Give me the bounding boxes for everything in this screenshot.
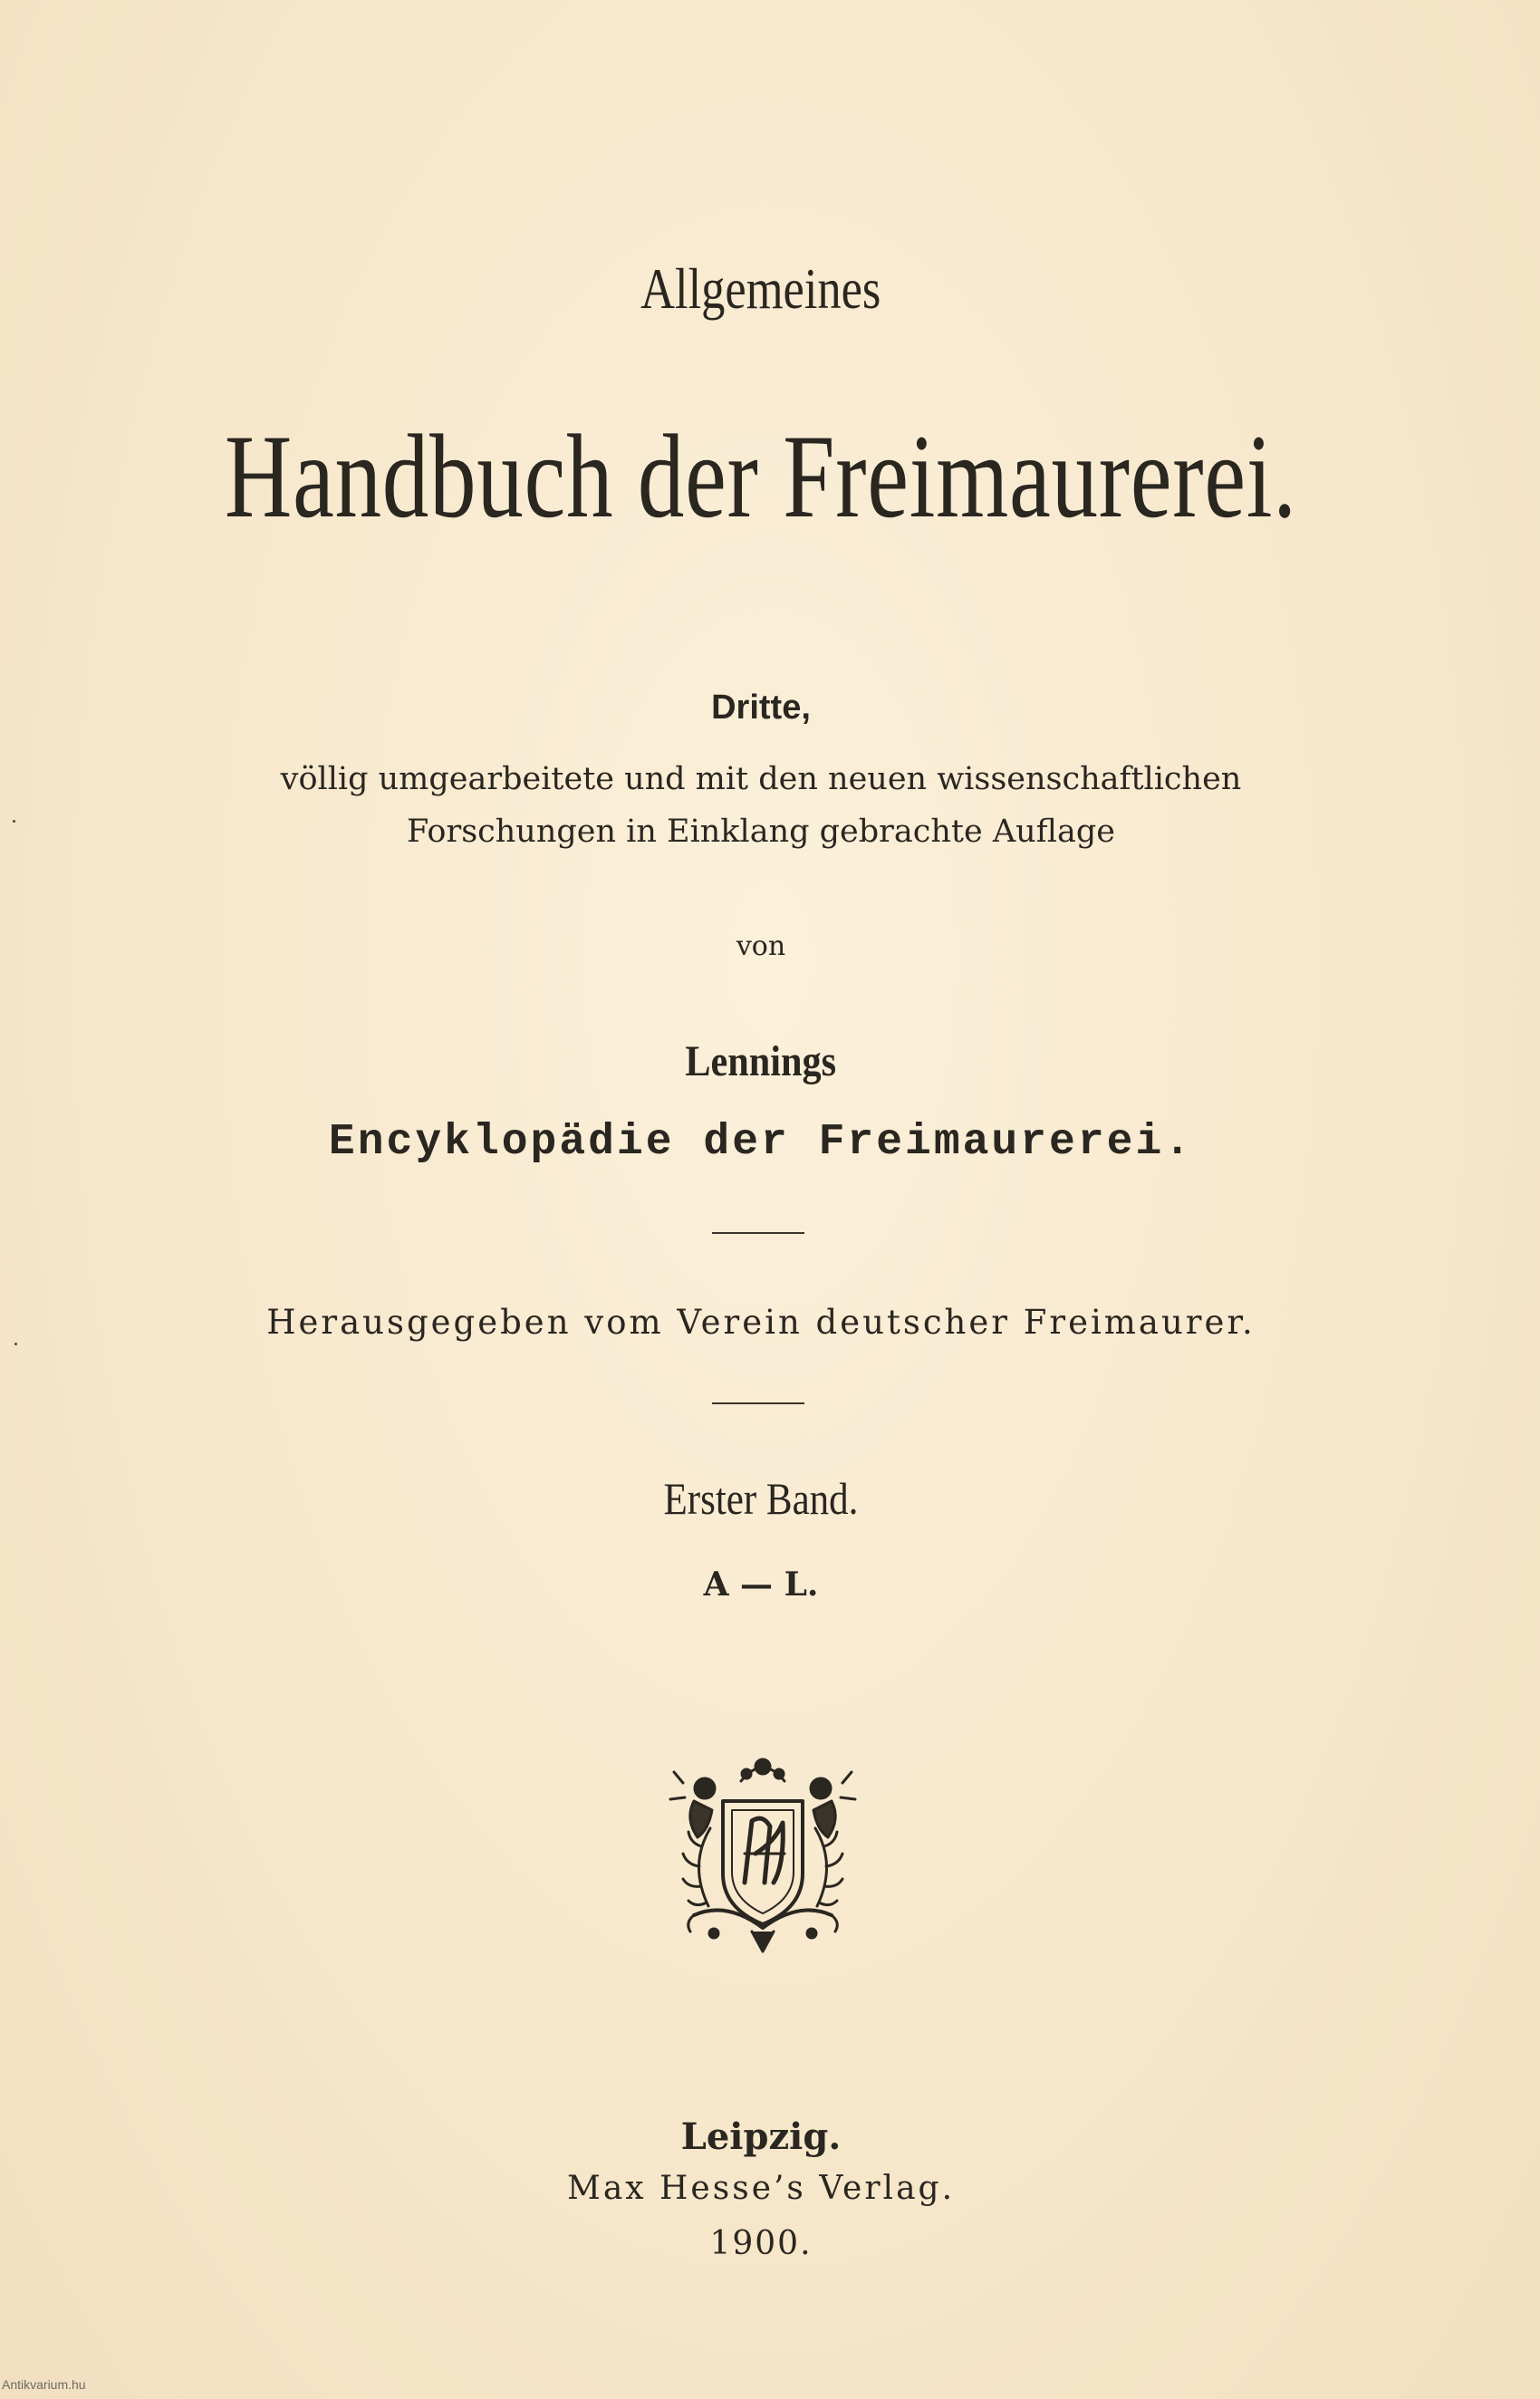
author-name: Lennings bbox=[685, 1037, 837, 1085]
publication-place: Leipzig. bbox=[680, 2115, 842, 2158]
divider-rule bbox=[712, 1402, 804, 1404]
edition-label: Dritte, bbox=[711, 689, 811, 727]
publisher-name: Max Hesse’s Verlag. bbox=[566, 2170, 956, 2207]
divider-rule bbox=[712, 1232, 804, 1234]
paper-speck bbox=[14, 1343, 17, 1345]
publisher-monogram-emblem-icon bbox=[658, 1747, 868, 1957]
edition-description-line-1: völlig umgearbeitete und mit den neuen wissenschaftlichen bbox=[280, 761, 1242, 797]
watermark-text: Antikvarium.hu bbox=[2, 2377, 86, 2392]
main-title: Handbuch der Freimaurerei. bbox=[225, 409, 1297, 543]
title-line-allgemeines: Allgemeines bbox=[640, 256, 881, 321]
von-text: von bbox=[736, 930, 786, 962]
edition-description-line-2: Forschungen in Einklang gebrachte Auflage bbox=[407, 814, 1115, 850]
work-title: Encyklopädie der Freimaurerei. bbox=[328, 1118, 1194, 1167]
volume-label: Erster Band. bbox=[663, 1473, 859, 1524]
editor-line: Herausgegeben vom Verein deutscher Freimaurer. bbox=[266, 1303, 1256, 1342]
volume-range: A — L. bbox=[703, 1566, 819, 1604]
publication-year: 1900. bbox=[709, 2225, 813, 2262]
